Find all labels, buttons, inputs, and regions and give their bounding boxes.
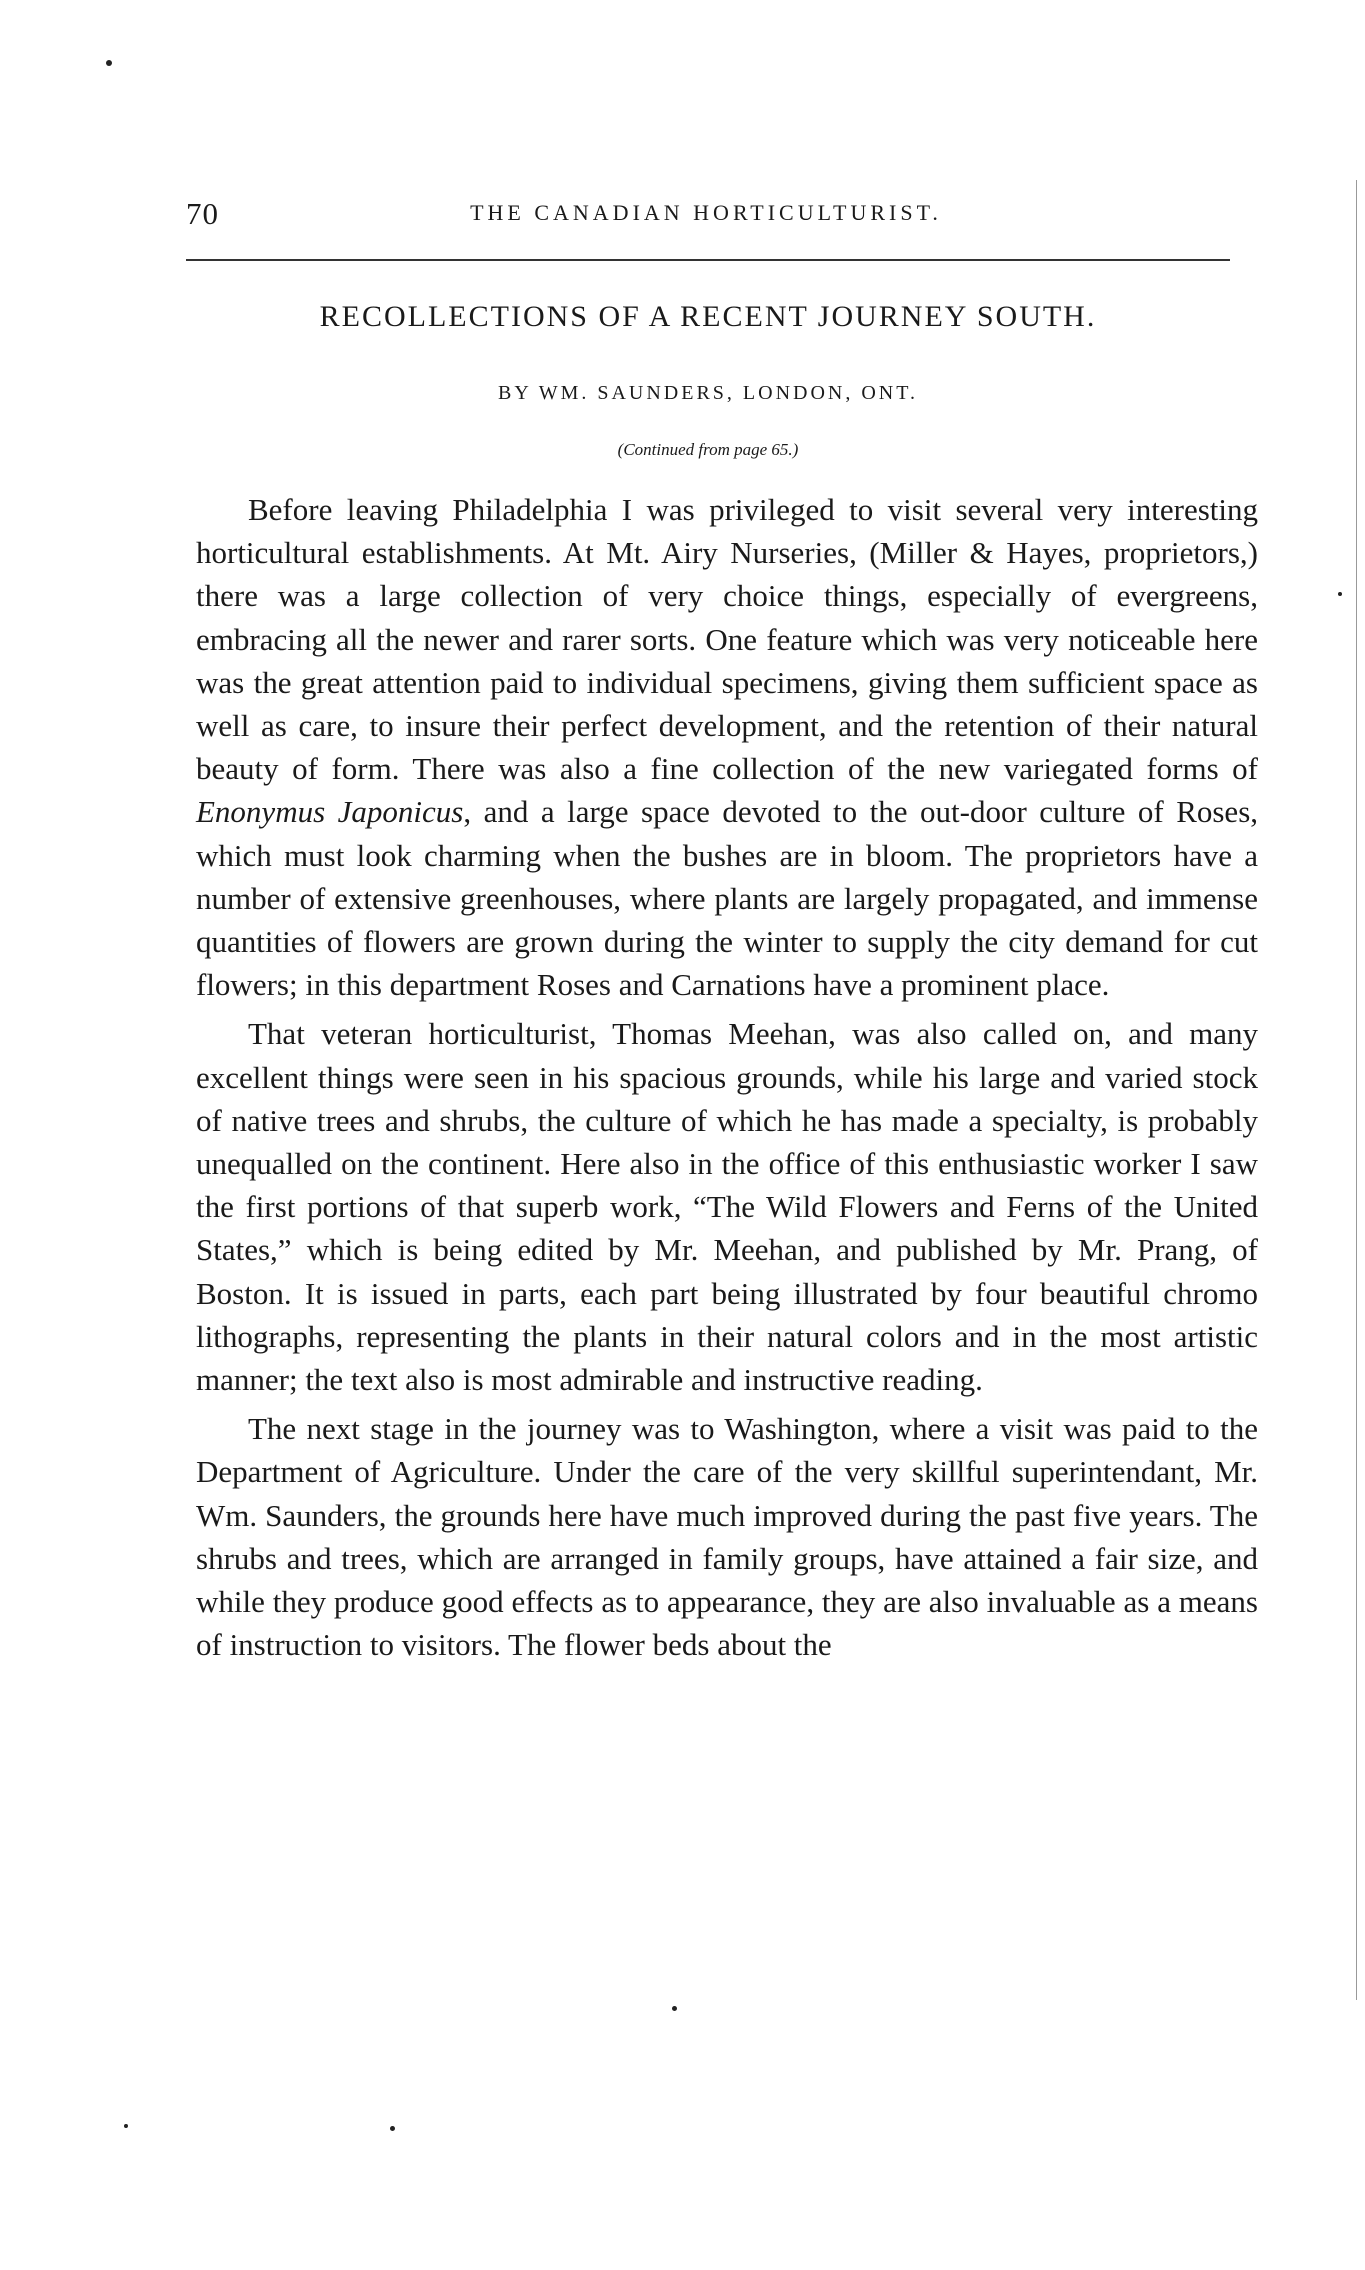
continued-note: (Continued from page 65.) [617, 440, 799, 459]
article-byline: BY WM. SAUNDERS, LONDON, ONT. [498, 382, 918, 404]
paragraph-1 [196, 488, 1258, 1006]
article-body [196, 488, 1258, 1672]
article-title: RECOLLECTIONS OF A RECENT JOURNEY SOUTH. [319, 300, 1097, 333]
margin-speck [672, 2006, 677, 2011]
paragraph-1-after: , and a large space devoted to the out-door culture of Roses, which must look charming when the bushes are in bloom. The proprietors have a number of extensive greenhouses, where plants are largely propagated, and immense quantities of flowers are grown during the winter to supply the city demand for cut flowers; in this department Roses and Carnations have a prominent place. [196, 794, 1259, 1003]
margin-speck [1338, 592, 1342, 596]
journal-title: THE CANADIAN HORTICULTURIST. [470, 200, 942, 225]
margin-speck [124, 2124, 128, 2128]
species-name: Enonymus Japonicus [196, 794, 464, 830]
paragraph-2: That veteran horticulturist, Thomas Meehan, was also called on, and many excellent things were seen in his spacious grounds, while his large and varied stock of native trees and shrubs, the culture of which he has made a specialty, is probably unequalled on the continent. Here also in the office of this enthusiastic worker I saw the first portions of that superb work, “The Wild Flowers and Ferns of the United States,” which is being edited by Mr. Meehan, and published by Mr. Prang, of Boston. It is issued in parts, each part being illustrated by four beautiful chromo lithographs, representing the plants in their natural colors and in the most artistic manner; the text also is most admirable and instructive reading. [196, 1016, 1258, 1398]
paragraph-1-before: Before leaving Philadelphia I was privileged to visit several very interesting horticultural establishments. At Mt. Airy Nurseries, (Miller & Hayes, proprietors,) there was a large collection of very choice things, especially of evergreens, embracing all the newer and rarer sorts. One feature which was very noticeable here was the great attention paid to individual specimens, giving them sufficient space as well as care, to insure their perfect development, and the retention of their natural beauty of form. There was also a fine collection of the new variegated forms of [196, 492, 1258, 787]
margin-speck [390, 2126, 395, 2131]
paragraph-3: The next stage in the journey was to Washington, where a visit was paid to the Department of Agriculture. Under the care of the very skillful superintendant, Mr. Wm. Saunders, the grounds here have much improved during the past five years. The shrubs and trees, which are arranged in family groups, have attained a fair size, and while they produce good effects as to appearance, they are also invaluable as a means of instruction to visitors. The flower beds about the [196, 1411, 1258, 1663]
running-head [186, 196, 1226, 244]
page-edge-line [1356, 180, 1357, 2000]
header-rule [186, 259, 1230, 261]
margin-speck [106, 60, 112, 66]
page-number: 70 [186, 196, 219, 231]
